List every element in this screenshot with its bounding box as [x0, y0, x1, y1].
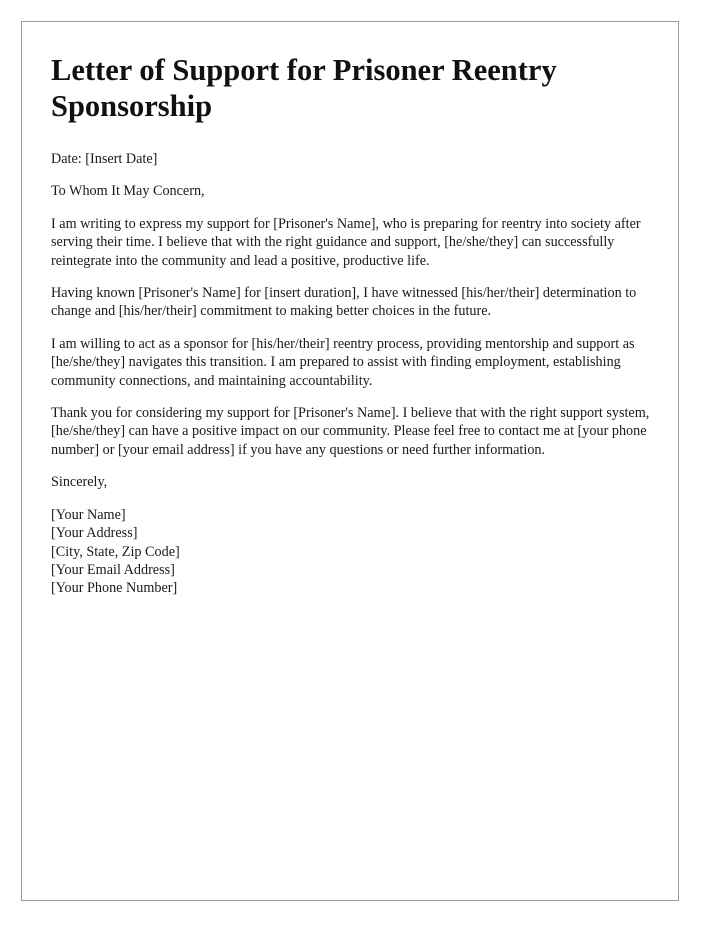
- salutation: To Whom It May Concern,: [51, 183, 205, 200]
- signature-block: [51, 506, 655, 598]
- letter-page: [21, 21, 679, 901]
- signature-name: [Your Name]: [51, 506, 126, 523]
- date-line: Date: [Insert Date]: [51, 151, 158, 167]
- letter-content: [51, 52, 655, 598]
- body-paragraph-intro: I am writing to express my support for [Prisoner's Name], who is preparing for reentry into society after serving their time. I believe that with the right guidance and support, [he/she/they] can successfully reintegrate into the community and lead a positive, productive life.: [51, 215, 641, 269]
- body-paragraph-closing: Thank you for considering my support for [Prisoner's Name]. I believe that with the right support system, [he/she/they] can have a positive impact on our community. Please feel free to contact me at [your phone number] or [your email address] if you have any questions or need further information.: [51, 405, 650, 458]
- body-paragraph-sponsorship: I am willing to act as a sponsor for [his/her/their] reentry process, providing mentorship and support as [he/she/they] navigates this transition. I am prepared to assist with finding employment, establishing community connections, and maintaining accountability.: [51, 335, 635, 389]
- signature-email: [Your Email Address]: [51, 561, 175, 578]
- signature-city-state-zip: [City, State, Zip Code]: [51, 543, 180, 560]
- body-paragraph-relationship: Having known [Prisoner's Name] for [insert duration], I have witnessed [his/her/their] determination to change and [his/her/their] commitment to making better choices in the future.: [51, 285, 637, 320]
- letter-title: Letter of Support for Prisoner Reentry Sponsorship: [51, 53, 557, 123]
- signature-address: [Your Address]: [51, 525, 138, 542]
- signature-phone: [Your Phone Number]: [51, 580, 178, 597]
- closing-line: Sincerely,: [51, 474, 108, 491]
